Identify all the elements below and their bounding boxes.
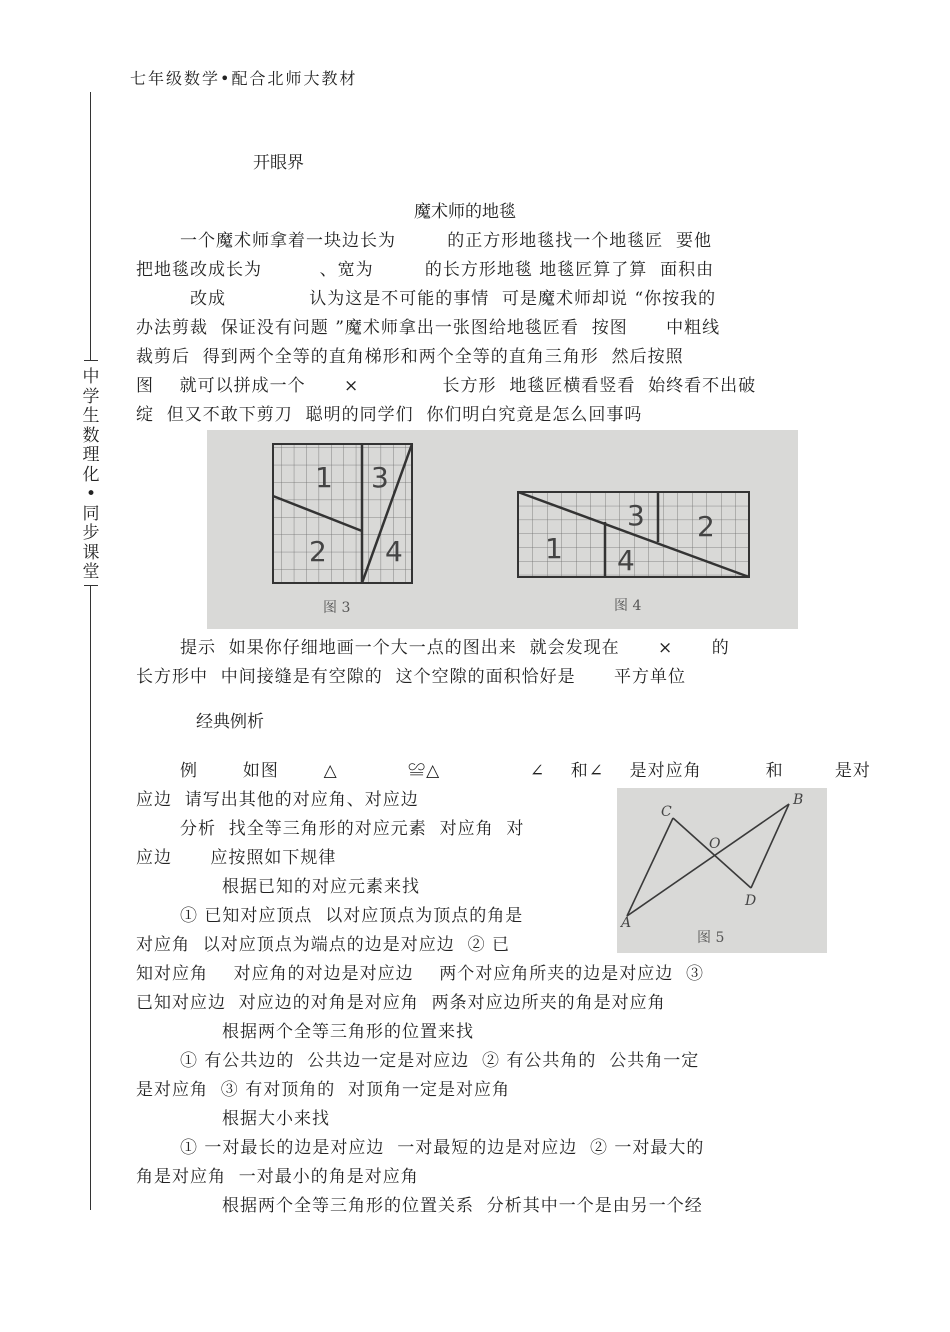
figure-5-caption: 图 5 (697, 930, 725, 946)
rule-heading: 根据两个全等三角形的位置关系 分析其中一个是由另一个经 (222, 1196, 703, 1216)
section-heading-eye-opener: 开眼界 (253, 153, 304, 173)
figure-4-label-2: 2 (697, 510, 715, 543)
analysis-line: 分析 找全等三角形的对应元素 对应角 对 (180, 819, 525, 839)
rule-heading: 根据已知的对应元素来找 (222, 877, 420, 897)
rule-line: 是对应角 ③ 有对顶角的 对顶角一定是对应角 (136, 1080, 511, 1100)
example-line: 应边 请写出其他的对应角、对应边 (136, 790, 419, 810)
side-rule-bottom (90, 585, 91, 1210)
story-line: 绽 但又不敢下剪刀 聪明的同学们 你们明白究竟是怎么回事吗 (136, 405, 643, 425)
figure-5-point-c: C (661, 804, 672, 820)
rule-line: 已知对应边 对应边的对角是对应角 两条对应边所夹的角是对应角 (136, 993, 666, 1013)
analysis-line: 应边 应按照如下规律 (136, 848, 337, 868)
figure-5-point-o: O (709, 836, 721, 852)
figure-4-label-3: 3 (627, 499, 645, 532)
figure-3-caption: 图 3 (323, 600, 351, 616)
side-vertical-title: 中 学 生 数 理 化 • 同 步 课 堂 (82, 367, 100, 582)
rule-line: ① 一对最长的边是对应边 一对最短的边是对应边 ② 一对最大的 (180, 1138, 705, 1158)
figure-4-caption: 图 4 (614, 598, 642, 614)
rule-line: 对应角 以对应顶点为端点的边是对应边 ② 已 (136, 935, 511, 955)
rule-line: ① 有公共边的 公共边一定是对应边 ② 有公共角的 公共角一定 (180, 1051, 700, 1071)
rule-line: 知对应角 对应角的对边是对应边 两个对应角所夹的边是对应边 ③ (136, 964, 705, 984)
figure-3-label-4: 4 (385, 535, 403, 568)
story-title: 魔术师的地毯 (414, 202, 516, 222)
figure-3-4 (207, 430, 798, 629)
carpet-figures-svg (207, 430, 798, 629)
story-line: 改成 认为这是不可能的事情 可是魔术师却说 “你按我的 (190, 289, 717, 309)
figure-5-lines (627, 804, 789, 916)
story-line: 图 就可以拼成一个 × 长方形 地毯匠横看竖看 始终看不出破 (136, 376, 757, 396)
story-line: 把地毯改成长为 、宽为 的长方形地毯 地毯匠算了算 面积由 (136, 260, 715, 280)
side-rule-tick-top (84, 360, 98, 361)
example-line: 例 如图 △ ≌△ ∠ 和∠ 是对应角 和 是对 (180, 761, 871, 781)
story-line: 办法剪裁 保证没有问题 ”魔术师拿出一张图给地毯匠看 按图 中粗线 (136, 318, 721, 338)
hint-line: 提示 如果你仔细地画一个大一点的图出来 就会发现在 × 的 (180, 638, 730, 658)
figure-5-point-d: D (745, 893, 757, 909)
section-heading-classic-examples: 经典例析 (196, 712, 264, 732)
story-line: 裁剪后 得到两个全等的直角梯形和两个全等的直角三角形 然后按照 (136, 347, 684, 367)
figure-5-point-a: A (621, 915, 632, 931)
rule-heading: 根据大小来找 (222, 1109, 330, 1129)
figure-5-svg (617, 788, 827, 953)
figure-3-label-3: 3 (371, 461, 389, 494)
side-rule-top (90, 92, 91, 360)
rule-heading: 根据两个全等三角形的位置来找 (222, 1022, 474, 1042)
figure-4-label-1: 1 (545, 532, 563, 565)
figure-4-label-4: 4 (617, 544, 635, 577)
story-line: 一个魔术师拿着一块边长为 的正方形地毯找一个地毯匠 要他 (180, 231, 713, 251)
rule-line: 角是对应角 一对最小的角是对应角 (136, 1167, 419, 1187)
hint-line: 长方形中 中间接缝是有空隙的 这个空隙的面积恰好是 平方单位 (136, 667, 687, 687)
figure-5 (617, 788, 827, 953)
figure-3-label-2: 2 (309, 535, 327, 568)
figure-3-label-1: 1 (315, 461, 333, 494)
rule-line: ① 已知对应顶点 以对应顶点为顶点的角是 (180, 906, 524, 926)
figure-5-point-b: B (793, 792, 804, 808)
page-header: 七年级数学•配合北师大教材 (130, 69, 358, 88)
side-rule-tick-bottom (84, 585, 98, 586)
